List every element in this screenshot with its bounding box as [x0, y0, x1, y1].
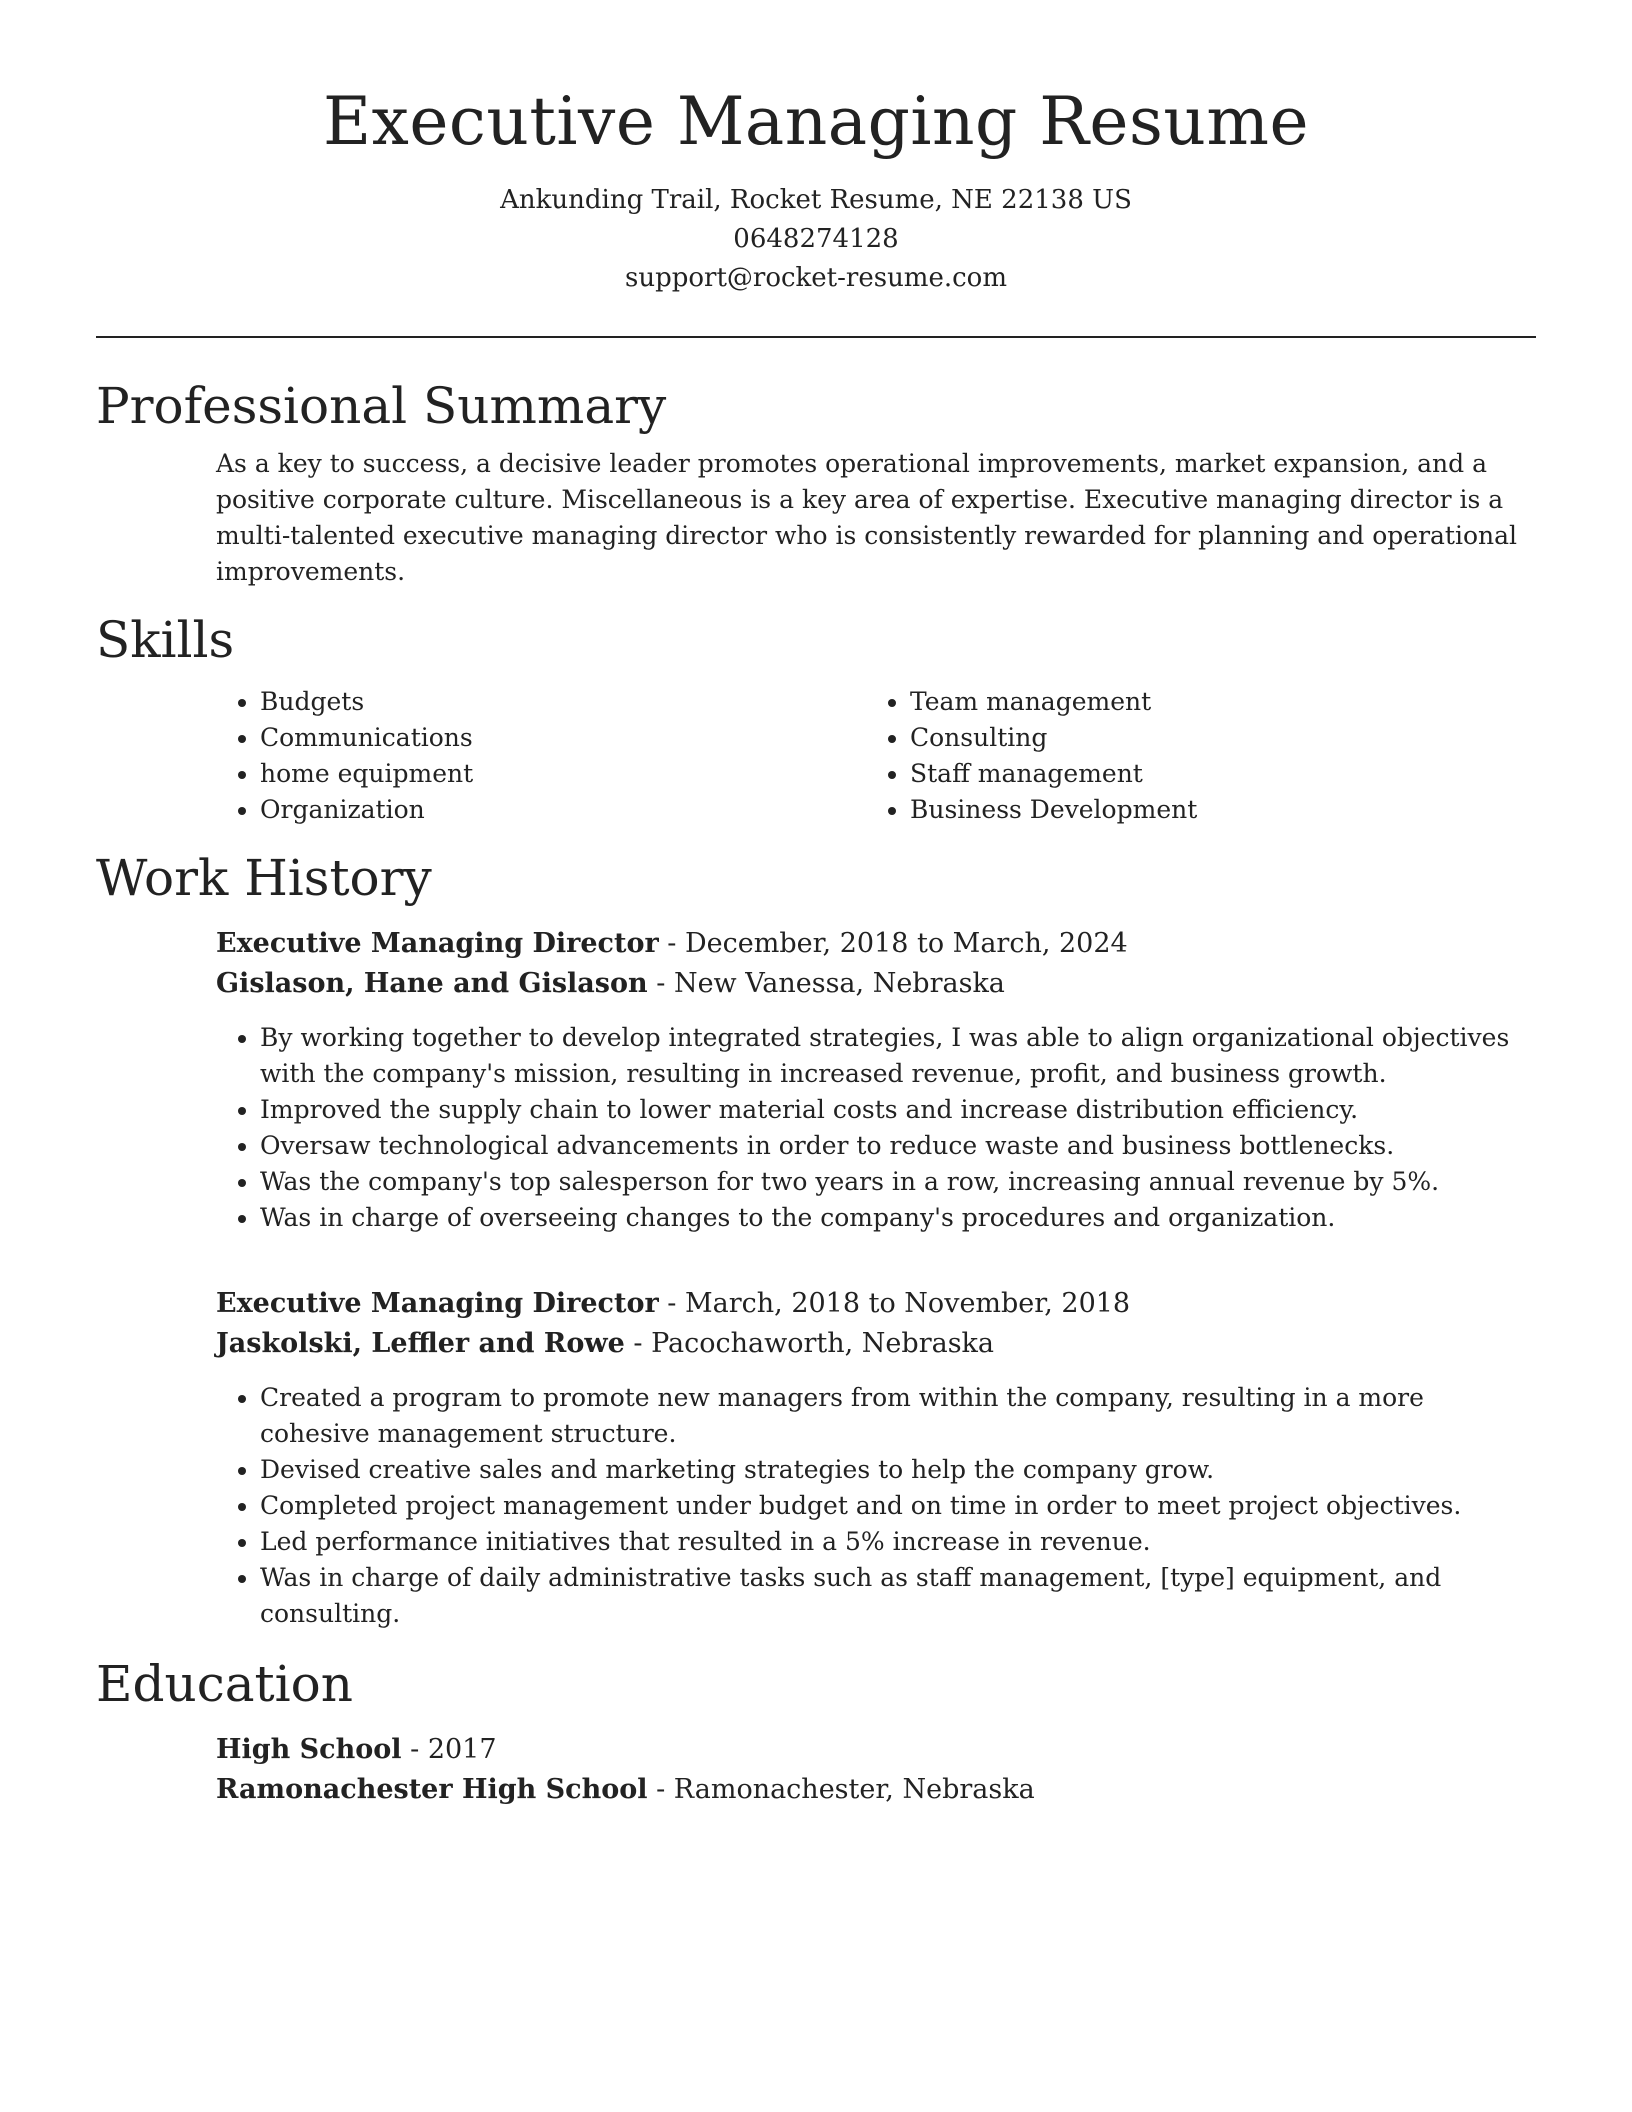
education-heading: Education	[96, 1654, 353, 1713]
job-company: Gislason, Hane and Gislason	[216, 967, 648, 999]
contact-phone: 0648274128	[733, 223, 899, 254]
summary-heading: Professional Summary	[96, 376, 667, 435]
duty-item: • Created a program to promote new managers from within the company, resulting in a more cohesive management structure.	[260, 1380, 1536, 1452]
job-company: Jaskolski, Leffler and Rowe	[216, 1327, 625, 1359]
job-title-line	[216, 1284, 1536, 1324]
skill-item: • home equipment	[260, 756, 866, 792]
header-divider	[96, 336, 1536, 338]
duty-item: • By working together to develop integrated strategies, I was able to align organizational objectives with the company's mission, resulting in increased revenue, profit, and business growth.	[260, 1020, 1536, 1092]
job-dates: December, 2018 to March, 2024	[685, 927, 1128, 959]
job-entry	[216, 1284, 1536, 1632]
skills-column-left	[216, 684, 866, 828]
separator: -	[401, 1733, 428, 1765]
skill-item: • Business Development	[910, 792, 1516, 828]
education-location: Ramonachester, Nebraska	[673, 1773, 1035, 1805]
duty-item: • Was in charge of daily administrative tasks such as staff management, [type] equipment, and consulting.	[260, 1560, 1536, 1632]
skills-heading: Skills	[96, 610, 235, 669]
skill-item: • Staff management	[910, 756, 1516, 792]
education-school-line	[216, 1770, 1536, 1810]
skills-section	[96, 610, 1536, 828]
summary-text: As a key to success, a decisive leader promotes operational improvements, market expansion, and a positive corporate culture. Miscellaneous is a key area of expertise. Executive managing director is a multi-talented executive managing director who is consistently rewarded for planning and operational improvements.	[216, 448, 1518, 586]
duty-item: • Oversaw technological advancements in order to reduce waste and business bottlenecks.	[260, 1128, 1536, 1164]
duty-item: • Devised creative sales and marketing strategies to help the company grow.	[260, 1452, 1536, 1488]
duty-item: • Was in charge of overseeing changes to the company's procedures and organization.	[260, 1200, 1536, 1236]
job-dates: March, 2018 to November, 2018	[685, 1287, 1131, 1319]
skill-item: • Team management	[910, 684, 1516, 720]
education-section	[96, 1654, 1536, 1810]
education-degree-line	[216, 1730, 1536, 1770]
separator: -	[658, 927, 685, 959]
education-year: 2017	[427, 1733, 497, 1765]
work-history-section	[96, 848, 1536, 1632]
separator: -	[647, 1773, 674, 1805]
resume-title: Executive Managing Resume	[322, 83, 1310, 160]
job-title: Executive Managing Director	[216, 927, 659, 959]
job-duties	[216, 1380, 1536, 1632]
separator: -	[624, 1327, 652, 1359]
contact-address: Ankunding Trail, Rocket Resume, NE 22138 US	[500, 184, 1132, 215]
summary-section	[96, 376, 1536, 590]
job-title-line	[216, 924, 1536, 964]
skill-item: • Budgets	[260, 684, 866, 720]
contact-email: support@rocket-resume.com	[624, 262, 1007, 293]
duty-item: • Was the company's top salesperson for two years in a row, increasing annual revenue by 5%.	[260, 1164, 1536, 1200]
skills-column-right	[866, 684, 1516, 828]
education-degree: High School	[216, 1733, 402, 1765]
education-school: Ramonachester High School	[216, 1773, 648, 1805]
job-company-line	[216, 964, 1536, 1004]
separator: -	[647, 967, 674, 999]
work-history-heading: Work History	[96, 848, 432, 907]
job-title: Executive Managing Director	[216, 1287, 659, 1319]
job-company-line	[216, 1324, 1536, 1364]
skill-item: • Organization	[260, 792, 866, 828]
duty-item: • Led performance initiatives that resulted in a 5% increase in revenue.	[260, 1524, 1536, 1560]
skill-item: • Communications	[260, 720, 866, 756]
job-entry	[216, 924, 1536, 1236]
skill-item: • Consulting	[910, 720, 1516, 756]
duty-item: • Improved the supply chain to lower material costs and increase distribution efficiency.	[260, 1092, 1536, 1128]
contact-info	[96, 181, 1536, 298]
separator: -	[658, 1287, 685, 1319]
job-location: New Vanessa, Nebraska	[673, 967, 1005, 999]
skills-grid	[216, 684, 1536, 828]
job-duties	[216, 1020, 1536, 1236]
duty-item: • Completed project management under budget and on time in order to meet project objectives.	[260, 1488, 1536, 1524]
job-location: Pacochaworth, Nebraska	[651, 1327, 995, 1359]
